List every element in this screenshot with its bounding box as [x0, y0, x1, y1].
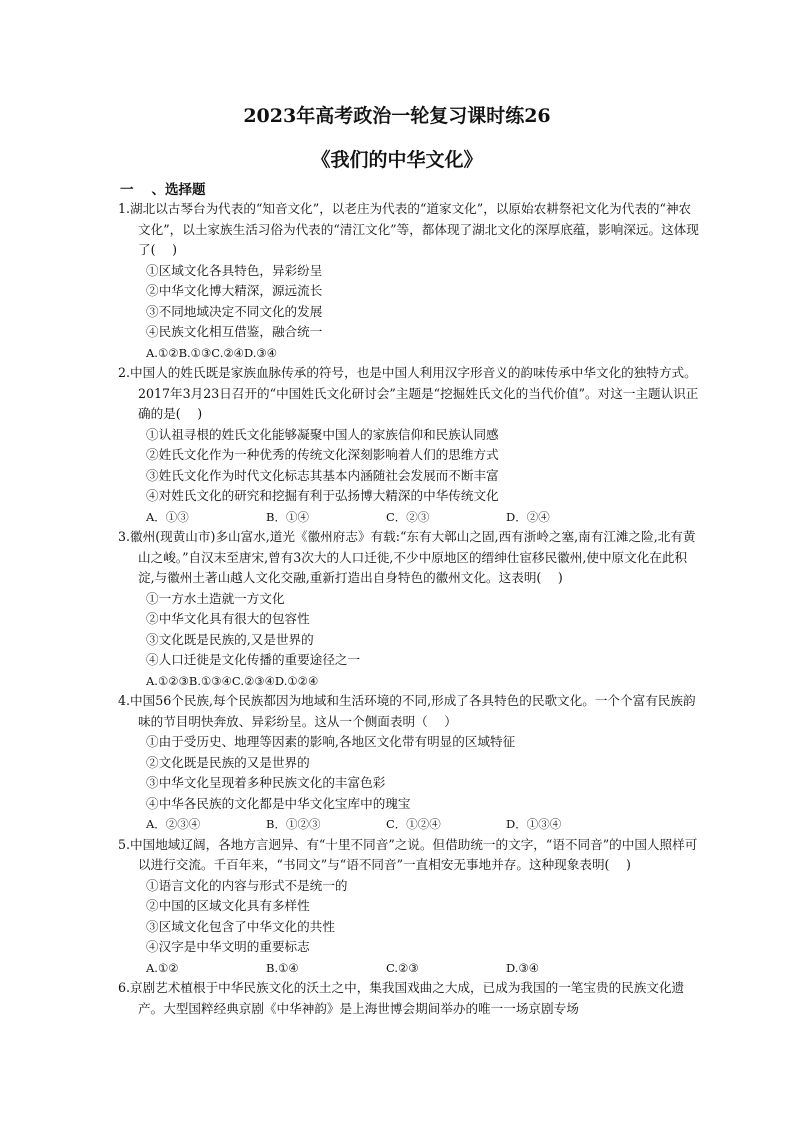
option-item: ①由于受历史、地理等因素的影响,各地区文化带有明显的区域特征	[146, 734, 516, 749]
choice-c: C．①②④	[386, 817, 441, 831]
choice-a: A．①③	[146, 509, 189, 524]
answer-choices: A.①②B.①③C.②④D.③④	[146, 345, 278, 360]
question-stem: 5.中国地域辽阔，各地方言迥异、有“十里不同音”之说。但借助统一的文字，“语不同音”的中国人照样可以进行交流。千百年来，“书同文”与“语不同音”一直相安无事地并存。这种现象表明( )	[118, 836, 698, 872]
option-item: ③中华文化呈现着多种民族文化的丰富色彩	[146, 775, 386, 790]
choice-a: A．②③④	[146, 817, 201, 831]
option-item: ③文化既是民族的,又是世界的	[146, 631, 314, 647]
option-item: ①认祖寻根的姓氏文化能够凝聚中国人的家族信仰和民族认同感	[146, 426, 499, 442]
choice-c: C.②③	[386, 960, 419, 975]
option-item: ③区域文化包含了中华文化的共性	[146, 918, 335, 934]
section-heading	[120, 178, 206, 198]
answer-choices	[118, 814, 703, 835]
option-item: ④汉字是中华文明的重要标志	[146, 939, 310, 954]
option-item: ④民族文化相互借鉴，融合统一	[146, 324, 323, 339]
option-item: ③姓氏文化作为时代文化标志其基本内涵随社会发展而不断丰富	[146, 467, 499, 483]
choice-d: D.③④	[506, 960, 540, 975]
option-item: ①语言文化的内容与形式不是统一的	[146, 877, 348, 893]
choice-b: B．①④	[266, 509, 309, 524]
option-item: ④中华各民族的文化都是中华文化宝库中的瑰宝	[146, 795, 411, 811]
section-label: 、选择题	[151, 182, 206, 198]
question-list	[118, 199, 703, 1019]
question-stem: 4.中国56个民族,每个民族都因为地域和生活环境的不同,形成了各具特色的民歌文化。一个个富有民族韵味的节目明快奔放、异彩纷呈。这从一个侧面表明（ ）	[118, 693, 696, 729]
question-stem: 1.湖北以古琴台为代表的“知音文化”，以老庄为代表的“道家文化”，以原始农耕祭祀文化为代表的“神农文化”，以土家族生活习俗为代表的“清江文化”等，都体现了湖北文化的深厚底蕴，影响深远。这体现了( )	[118, 201, 699, 257]
answer-choices: A.①②③B.①③④C.②③④D.①②④	[146, 673, 319, 688]
question-stem: 3.徽州(现黄山市)多山富水,道光《徽州府志》有载:“东有大鄣山之固,西有浙岭之塞,南有江滩之险,北有黄山之峻。”自汉末至唐宋,曾有3次大的人口迁徙,不少中原地区的缙绅仕宦移民徽州,使中原文化在此积淀,与徽州土著山越人文化交融,重新打造出自身特色的徽州文化。这表明( )	[118, 529, 696, 585]
answer-choices	[118, 507, 703, 528]
option-item: ②文化既是民族的又是世界的	[146, 754, 310, 770]
option-item: ④人口迁徙是文化传播的重要途径之一	[146, 652, 361, 667]
option-item: ②姓氏文化作为一种优秀的传统文化深刻影响着人们的思维方式	[146, 447, 499, 462]
choice-b: B.①④	[266, 960, 299, 975]
choice-d: D．②④	[506, 509, 550, 524]
question-stem: 2.中国人的姓氏既是家族血脉传承的符号，也是中国人利用汉字形音义的韵味传承中华文化的独特方式。2017年3月23日召开的“中国姓氏文化研讨会”主题是“挖掘姓氏文化的当代价值”。对这一主题认识正确的是( )	[118, 365, 699, 421]
document-title: 2023年高考政治一轮复习课时练26	[243, 105, 551, 127]
option-item: ③不同地域决定不同文化的发展	[146, 303, 323, 319]
question-5	[118, 835, 703, 979]
section-number: 一	[120, 182, 134, 198]
option-item: ②中华文化博大精深，源远流长	[146, 283, 323, 298]
question-2	[118, 363, 703, 527]
choice-d: D．①③④	[506, 817, 562, 831]
choice-b: B．①②③	[266, 817, 321, 831]
answer-choices	[118, 958, 703, 979]
option-item: ④对姓氏文化的研究和挖掘有利于弘扬博大精深的中华传统文化	[146, 488, 499, 503]
option-item: ②中国的区域文化具有多样性	[146, 898, 310, 913]
document-subtitle: 《我们的中华文化》	[311, 149, 483, 171]
option-item: ①区域文化各具特色，异彩纷呈	[146, 262, 323, 278]
option-item: ①一方水土造就一方文化	[146, 590, 285, 606]
question-stem: 6.京剧艺术植根于中华民族文化的沃土之中，集我国戏曲之大成，已成为我国的一笔宝贵的民族文化遗产。大型国粹经典京剧《中华神韵》是上海世博会期间举办的唯一一场京剧专场	[118, 980, 685, 1016]
question-3	[118, 527, 703, 691]
choice-c: C．②③	[386, 509, 430, 524]
option-item: ②中华文化具有很大的包容性	[146, 611, 310, 626]
question-4	[118, 691, 703, 835]
question-6	[118, 978, 703, 1019]
question-1	[118, 199, 703, 363]
choice-a: A.①②	[146, 960, 179, 975]
